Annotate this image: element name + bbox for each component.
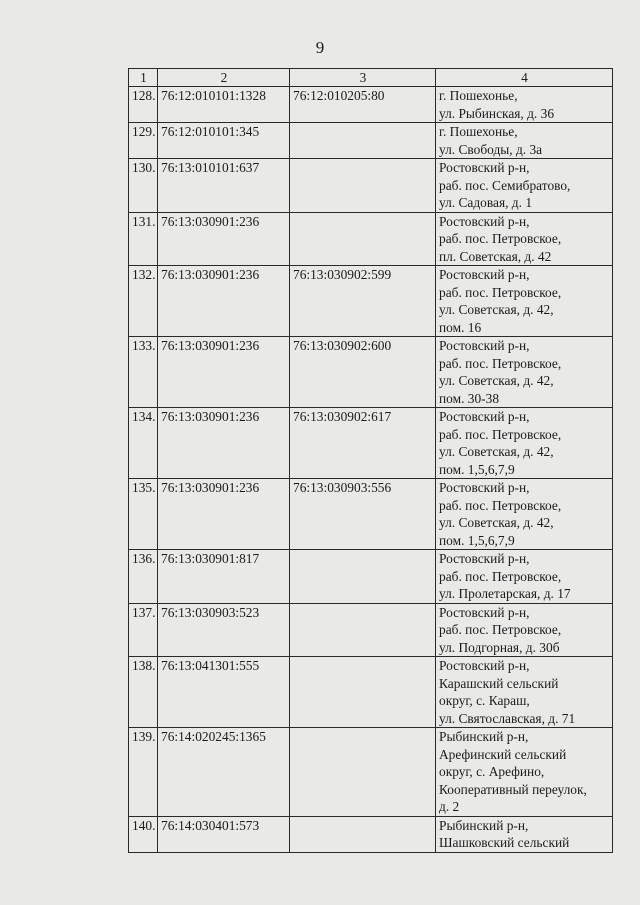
related-cadastral-number-cell: [290, 550, 436, 604]
related-cadastral-number-cell: 76:13:030902:599: [290, 266, 436, 337]
address-line: пом. 30-38: [439, 390, 500, 406]
cadastral-number-cell: 76:12:010101:1328: [158, 87, 290, 123]
address-line: раб. пос. Семибратово,: [439, 177, 571, 193]
address-line: Рыбинский р-н,: [439, 817, 529, 833]
address-line: Карашский сельский: [439, 675, 559, 691]
table-row: [129, 550, 613, 604]
related-cadastral-number-cell: [290, 603, 436, 657]
table-row: [129, 123, 613, 159]
table-row: [129, 266, 613, 337]
row-number-cell: 136.: [129, 550, 158, 604]
table-row: [129, 212, 613, 266]
address-line: ул. Садовая, д. 1: [439, 195, 533, 210]
related-cadastral-number-cell: 76:12:010205:80: [290, 87, 436, 123]
address-line: г. Пошехонье,: [439, 124, 518, 139]
cadastral-number-cell: 76:13:030901:236: [158, 337, 290, 408]
address-line: Ростовский р-н,: [439, 480, 530, 495]
address-line: ул. Свободы, д. 3а: [439, 141, 543, 157]
cadastral-number-cell: 76:13:030901:236: [158, 212, 290, 266]
related-cadastral-number-cell: [290, 816, 436, 852]
address-cell: [436, 159, 613, 213]
address-line: раб. пос. Петровское,: [439, 622, 562, 637]
registry-table: [128, 68, 613, 853]
cadastral-number-cell: 76:13:041301:555: [158, 657, 290, 728]
address-line: округ, с. Караш,: [439, 693, 530, 708]
page-number: 9: [315, 38, 325, 57]
header-cell-1: 1: [129, 69, 158, 87]
row-number-cell: 128.: [129, 87, 158, 123]
cadastral-number-cell: 76:13:030901:817: [158, 550, 290, 604]
address-cell: [436, 212, 613, 266]
table-row: [129, 728, 613, 817]
cadastral-number-cell: 76:14:020245:1365: [158, 728, 290, 817]
related-cadastral-number-cell: 76:13:030902:617: [290, 408, 436, 479]
table-row: [129, 408, 613, 479]
cadastral-number-cell: 76:13:030901:236: [158, 408, 290, 479]
row-number-cell: 129.: [129, 123, 158, 159]
address-cell: [436, 408, 613, 479]
address-cell: [436, 123, 613, 159]
address-line: раб. пос. Петровское,: [439, 426, 562, 442]
address-cell: [436, 550, 613, 604]
cadastral-number-cell: 76:13:010101:637: [158, 159, 290, 213]
address-line: ул. Советская, д. 42,: [439, 444, 554, 459]
row-number-cell: 134.: [129, 408, 158, 479]
address-line: г. Пошехонье,: [439, 88, 518, 103]
address-line: ул. Советская, д. 42,: [439, 302, 554, 317]
row-number-cell: 135.: [129, 479, 158, 550]
address-line: округ, с. Арефино,: [439, 764, 545, 779]
address-cell: [436, 266, 613, 337]
address-line: Шашковский сельский: [439, 835, 570, 850]
address-line: ул. Пролетарская, д. 17: [439, 586, 571, 601]
address-cell: [436, 87, 613, 123]
address-line: раб. пос. Петровское,: [439, 284, 562, 300]
cadastral-number-cell: 76:13:030901:236: [158, 479, 290, 550]
address-line: Ростовский р-н,: [439, 338, 530, 353]
cadastral-number-cell: 76:12:010101:345: [158, 123, 290, 159]
address-line: Ростовский р-н,: [439, 267, 530, 282]
address-cell: [436, 657, 613, 728]
table-row: [129, 657, 613, 728]
related-cadastral-number-cell: [290, 159, 436, 213]
cadastral-number-cell: 76:13:030901:236: [158, 266, 290, 337]
row-number-cell: 138.: [129, 657, 158, 728]
address-line: пом. 16: [439, 319, 482, 335]
address-cell: [436, 337, 613, 408]
address-line: ул. Святославская, д. 71: [439, 710, 576, 726]
row-number-cell: 133.: [129, 337, 158, 408]
row-number-cell: 130.: [129, 159, 158, 213]
related-cadastral-number-cell: [290, 123, 436, 159]
related-cadastral-number-cell: [290, 728, 436, 817]
address-line: Ростовский р-н,: [439, 658, 530, 673]
address-line: ул. Подгорная, д. 30б: [439, 639, 560, 655]
table-row: [129, 159, 613, 213]
address-line: ул. Советская, д. 42,: [439, 515, 554, 530]
address-line: Арефинский сельский: [439, 746, 567, 762]
address-line: Ростовский р-н,: [439, 551, 530, 566]
address-line: раб. пос. Петровское,: [439, 355, 562, 371]
related-cadastral-number-cell: 76:13:030902:600: [290, 337, 436, 408]
address-line: Кооперативный переулок,: [439, 781, 587, 797]
header-cell-3: 3: [290, 69, 436, 87]
address-line: пом. 1,5,6,7,9: [439, 532, 515, 548]
row-number-cell: 139.: [129, 728, 158, 817]
related-cadastral-number-cell: [290, 657, 436, 728]
cadastral-number-cell: 76:14:030401:573: [158, 816, 290, 852]
address-cell: [436, 816, 613, 852]
address-line: раб. пос. Петровское,: [439, 497, 562, 513]
related-cadastral-number-cell: [290, 212, 436, 266]
address-cell: [436, 728, 613, 817]
table-row: [129, 603, 613, 657]
cadastral-number-cell: 76:13:030903:523: [158, 603, 290, 657]
row-number-cell: 140.: [129, 816, 158, 852]
address-line: пом. 1,5,6,7,9: [439, 461, 515, 477]
address-line: Ростовский р-н,: [439, 409, 530, 424]
related-cadastral-number-cell: 76:13:030903:556: [290, 479, 436, 550]
address-cell: [436, 603, 613, 657]
address-cell: [436, 479, 613, 550]
table-body: [129, 87, 613, 853]
table-row: [129, 337, 613, 408]
row-number-cell: 137.: [129, 603, 158, 657]
row-number-cell: 132.: [129, 266, 158, 337]
address-line: Рыбинский р-н,: [439, 729, 529, 744]
header-cell-2: 2: [158, 69, 290, 87]
address-line: раб. пос. Петровское,: [439, 568, 562, 584]
table-row: [129, 479, 613, 550]
address-line: ул. Советская, д. 42,: [439, 373, 554, 388]
address-line: д. 2: [439, 799, 460, 814]
address-line: Ростовский р-н,: [439, 604, 530, 620]
table-row: [129, 816, 613, 852]
address-line: раб. пос. Петровское,: [439, 231, 562, 246]
header-row: [129, 69, 613, 87]
row-number-cell: 131.: [129, 212, 158, 266]
address-line: ул. Рыбинская, д. 36: [439, 105, 555, 121]
address-line: Ростовский р-н,: [439, 160, 530, 175]
header-cell-4: 4: [436, 69, 613, 87]
address-line: Ростовский р-н,: [439, 213, 530, 229]
address-line: пл. Советская, д. 42: [439, 248, 552, 264]
table-row: [129, 87, 613, 123]
